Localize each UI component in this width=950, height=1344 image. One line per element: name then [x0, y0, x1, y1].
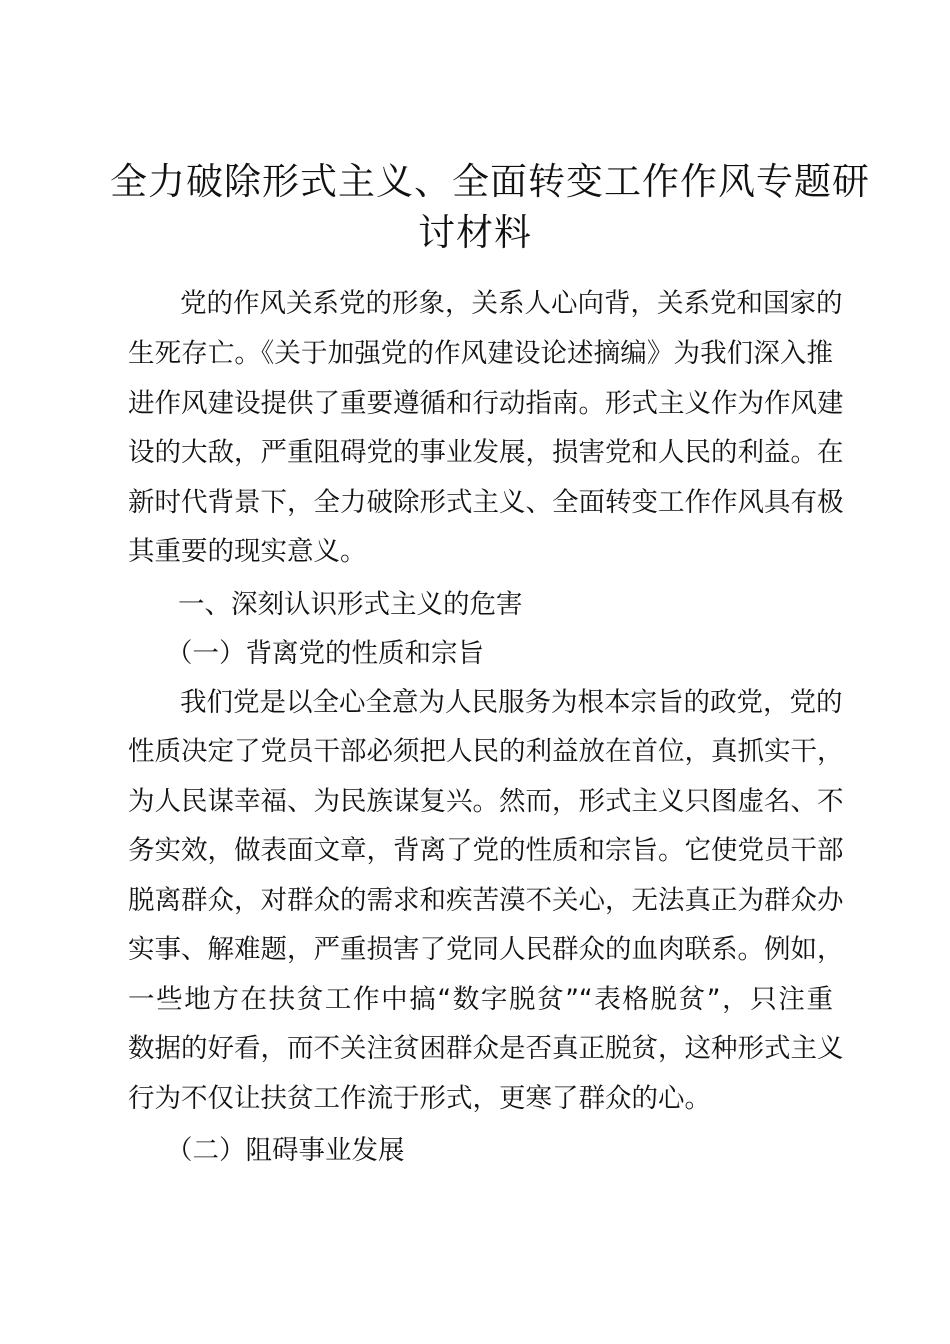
- subsection-1-line-7: 一些地方在扶贫工作中搞“数字脱贫”“表格脱贫”，只注重: [128, 984, 833, 1015]
- subsection-1-line-3: 为人民谋幸福、为民族谋复兴。然而，形式主义只图虚名、不: [128, 786, 844, 817]
- intro-line-3: 进作风建设提供了重要遵循和行动指南。形式主义作为作风建: [128, 388, 844, 419]
- section-1-heading: 一、深刻认识形式主义的危害: [178, 589, 523, 620]
- subsection-2-heading: （二）阻碍事业发展: [166, 1135, 405, 1166]
- intro-line-2: 生死存亡。《关于加强党的作风建设论述摘编》为我们深入推: [128, 338, 833, 369]
- intro-line-1: 党的作风关系党的形象，关系人心向背，关系党和国家的: [180, 288, 843, 319]
- subsection-1-line-8: 数据的好看，而不关注贫困群众是否真正脱贫，这种形式主义: [128, 1033, 844, 1064]
- document-title-line-2: 讨材料: [418, 211, 532, 254]
- subsection-1-line-9: 行为不仅让扶贫工作流于形式，更寒了群众的心。: [128, 1083, 711, 1114]
- intro-line-5: 新时代背景下，全力破除形式主义、全面转变工作作风具有极: [128, 487, 844, 518]
- subsection-1-line-1: 我们党是以全心全意为人民服务为根本宗旨的政党，党的: [180, 687, 843, 718]
- document-title-line-1: 全力破除形式主义、全面转变工作作风专题研: [110, 160, 870, 203]
- subsection-1-line-5: 脱离群众，对群众的需求和疾苦漠不关心，无法真正为群众办: [128, 885, 844, 916]
- subsection-1-heading: （一）背离党的性质和宗旨: [166, 638, 484, 669]
- subsection-1-line-6: 实事、解难题，严重损害了党同人民群众的血肉联系。例如，: [128, 934, 844, 965]
- intro-line-4: 设的大敌，严重阻碍党的事业发展，损害党和人民的利益。在: [128, 437, 844, 468]
- subsection-1-line-4: 务实效，做表面文章，背离了党的性质和宗旨。它使党员干部: [128, 835, 844, 866]
- subsection-1-line-2: 性质决定了党员干部必须把人民的利益放在首位，真抓实干，: [128, 736, 844, 767]
- intro-line-6: 其重要的现实意义。: [128, 536, 367, 567]
